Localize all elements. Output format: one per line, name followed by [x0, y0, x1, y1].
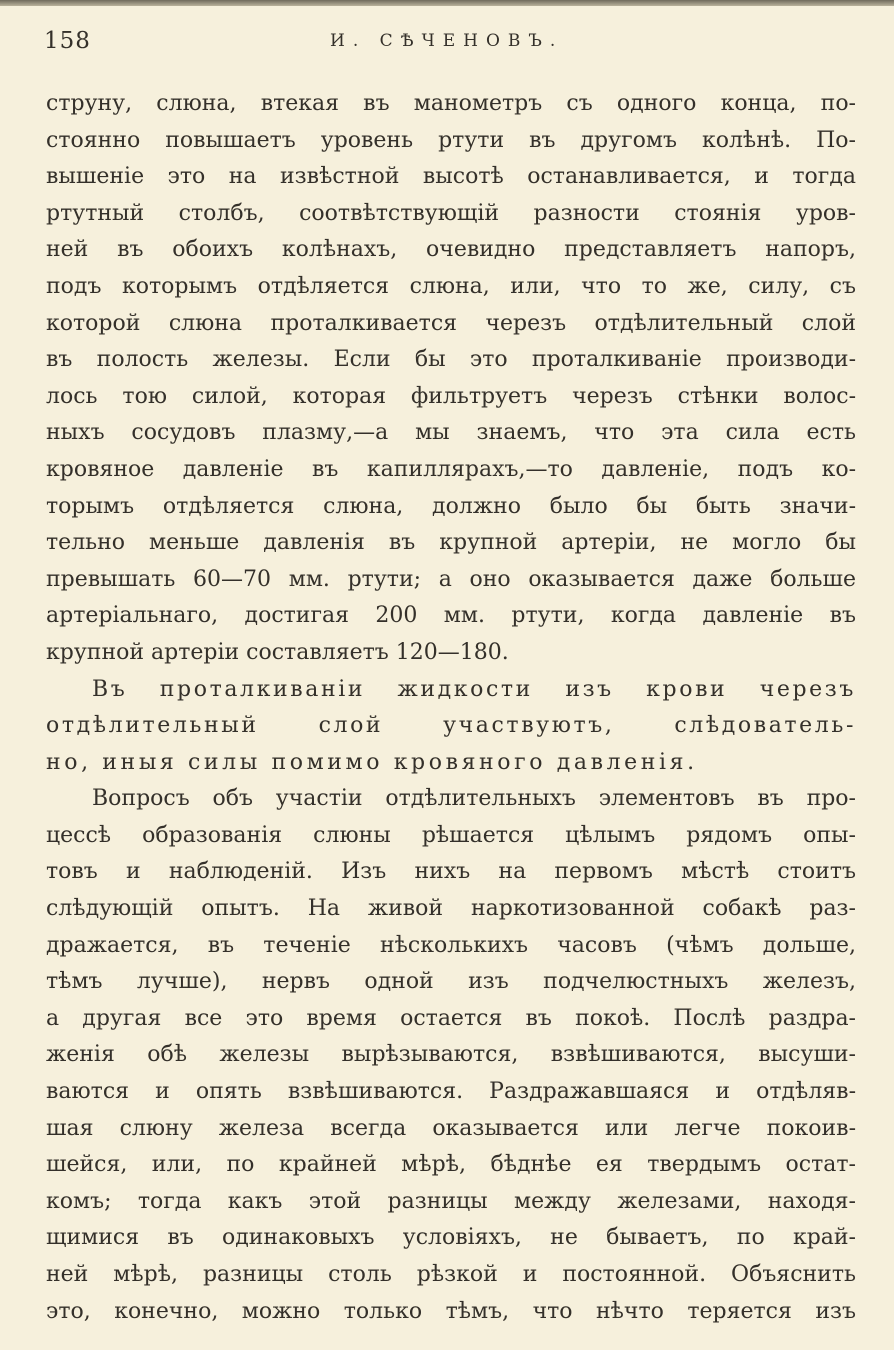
paragraph: [46, 86, 856, 672]
text-line: женія обѣ железы вырѣзываются, взвѣшиваются, высуши-: [46, 1042, 856, 1068]
text-line: тѣмъ лучше), нервъ одной изъ подчелюстныхъ железъ,: [46, 969, 856, 995]
emphasized-paragraph: [46, 672, 856, 782]
text-line: это, конечно, можно только тѣмъ, что нѣчто теряется изъ: [46, 1298, 856, 1324]
text-line: а другая все это время остается въ покоѣ. Послѣ раздра-: [46, 1005, 856, 1031]
text-line: цессѣ образованія слюны рѣшается цѣлымъ рядомъ опы-: [46, 822, 856, 848]
text-line: Вопросъ объ участіи отдѣлительныхъ элементовъ въ про-: [92, 786, 856, 812]
running-head: И. СѢЧЕНОВЪ.: [330, 31, 564, 51]
emphasized-line: отдѣлительный слой участвуютъ, слѣдователь-: [46, 713, 856, 739]
text-line: слѣдующій опытъ. На живой наркотизованной собакѣ раз-: [46, 896, 856, 922]
text-line: стоянно повышаетъ уровень ртути въ другомъ колѣнѣ. По-: [46, 127, 856, 153]
text-line: ней мѣрѣ, разницы столь рѣзкой и постоянной. Объяснить: [46, 1262, 856, 1287]
top-edge-rule: [0, 0, 894, 6]
emphasized-line: Въ проталкиваніи жидкости изъ крови черезъ: [92, 676, 856, 702]
body-text: [46, 86, 856, 1330]
text-line: крупной артеріи составляетъ 120—180.: [46, 639, 509, 665]
emphasized-line: но, иныя силы помимо кровяного давленія.: [46, 749, 698, 775]
text-line: ртутный столбъ, соотвѣтствующій разности стоянія уров-: [46, 200, 856, 226]
text-line: ней въ обоихъ колѣнахъ, очевидно представляетъ напоръ,: [46, 237, 856, 263]
text-line: ныхъ сосудовъ плазму,—а мы знаемъ, что эта сила есть: [46, 420, 856, 446]
text-line: превышать 60—70 мм. ртути; а оно оказывается даже больше: [46, 566, 856, 592]
text-line: кровяное давленіе въ капиллярахъ,—то давленіе, подъ ко-: [46, 456, 856, 482]
text-line: подъ которымъ отдѣляется слюна, или, что то же, силу, съ: [46, 273, 856, 299]
text-line: щимися въ одинаковыхъ условіяхъ, не бываетъ, по край-: [46, 1225, 856, 1251]
text-line: артеріальнаго, достигая 200 мм. ртути, когда давленіе въ: [46, 603, 856, 629]
page-header: [0, 22, 894, 58]
text-line: комъ; тогда какъ этой разницы между железами, находя-: [46, 1188, 856, 1214]
text-line: шейся, или, по крайней мѣрѣ, бѣднѣе ея твердымъ остат-: [46, 1152, 856, 1178]
text-line: лось тою силой, которая фильтруетъ черезъ стѣнки волос-: [46, 383, 856, 409]
text-line: вышеніе это на извѣстной высотѣ останавливается, и тогда: [46, 164, 856, 190]
page-number: 158: [44, 28, 91, 54]
text-line: тельно меньше давленія въ крупной артеріи, не могло бы: [46, 530, 856, 556]
text-line: дражается, въ теченіе нѣсколькихъ часовъ (чѣмъ дольше,: [46, 932, 856, 958]
text-line: шая слюну железа всегда оказывается или легче покоив-: [46, 1115, 856, 1141]
text-line: товъ и наблюденій. Изъ нихъ на первомъ мѣстѣ стоитъ: [46, 859, 856, 885]
text-line: ваются и опять взвѣшиваются. Раздражавшаяся и отдѣляв-: [46, 1079, 856, 1105]
paragraph: [46, 781, 856, 1330]
text-line: торымъ отдѣляется слюна, должно было бы быть значи-: [46, 493, 856, 519]
text-line: въ полость железы. Если бы это проталкиваніе производи-: [46, 347, 856, 373]
text-line: струну, слюна, втекая въ манометръ съ одного конца, по-: [46, 91, 856, 116]
text-line: которой слюна проталкивается черезъ отдѣлительный слой: [46, 310, 856, 336]
